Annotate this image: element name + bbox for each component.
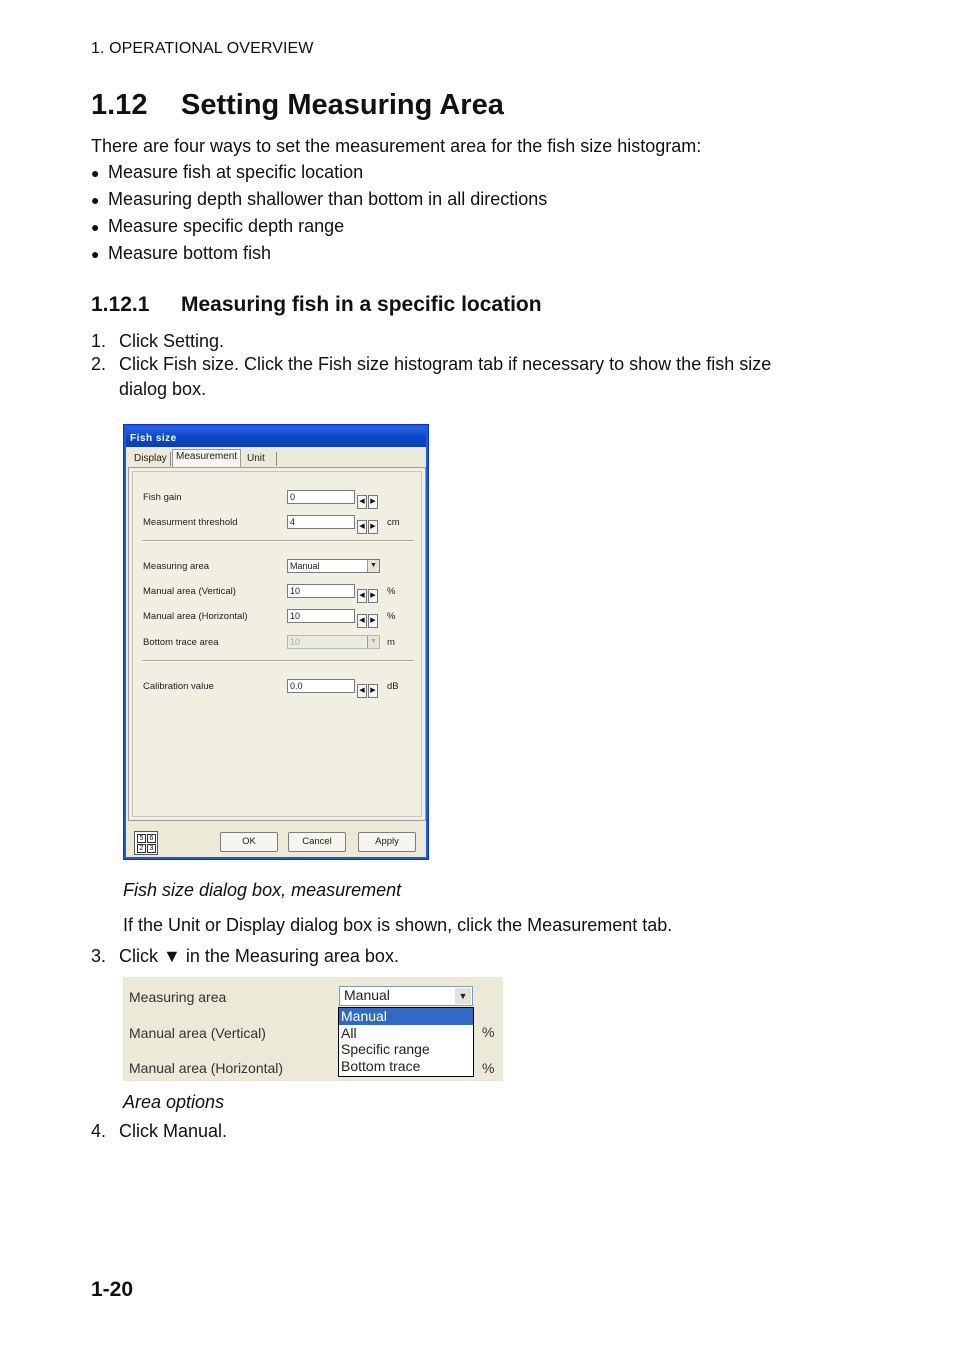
section-title: Setting Measuring Area	[181, 89, 504, 121]
chevron-down-icon[interactable]: ▼	[455, 988, 471, 1004]
panel-frame	[132, 471, 422, 817]
fish-gain-label: Fish gain	[143, 492, 182, 503]
tab-measurement[interactable]: Measurement	[172, 449, 241, 467]
subsection-number: 1.12.1	[91, 293, 150, 316]
measuring-area-select[interactable]: Manual ▼	[287, 559, 380, 573]
fish-size-dialog	[123, 424, 429, 860]
increment-icon[interactable]: ▶	[368, 589, 378, 603]
option-manual[interactable]: Manual	[339, 1008, 473, 1025]
option-all[interactable]: All	[341, 1024, 357, 1041]
decrement-icon[interactable]: ◀	[357, 684, 367, 698]
measurement-panel	[128, 467, 426, 821]
section-number: 1.12	[91, 89, 148, 121]
list-item: ● Measuring depth shallower than bottom in all directions	[91, 187, 547, 214]
chevron-down-icon[interactable]: ▼	[367, 560, 379, 572]
divider	[142, 660, 414, 662]
bottom-trace-unit: m	[387, 637, 395, 648]
manual-horizontal-input[interactable]: 10	[287, 609, 355, 623]
page-number: 1-20	[91, 1278, 134, 1301]
running-header: 1. OPERATIONAL OVERVIEW	[91, 40, 314, 57]
bullet-icon: ●	[91, 192, 100, 208]
calibration-input[interactable]: 0.0	[287, 679, 355, 693]
bullet-icon: ●	[91, 165, 100, 181]
decrement-icon[interactable]: ◀	[357, 589, 367, 603]
measuring-area-label: Measuring area	[129, 989, 227, 1005]
chevron-down-icon: ▼	[367, 636, 379, 648]
manual-vertical-unit: %	[387, 586, 396, 597]
decrement-icon[interactable]: ◀	[357, 495, 367, 509]
manual-vertical-label: Manual area (Vertical)	[143, 586, 236, 597]
threshold-label: Measurment threshold	[143, 517, 238, 528]
section-heading	[91, 89, 504, 122]
step-2-continued: dialog box.	[119, 379, 207, 399]
manual-vertical-label: Manual area (Vertical)	[129, 1025, 266, 1041]
tab-divider	[276, 452, 277, 466]
figure-caption: Area options	[123, 1092, 225, 1112]
manual-vertical-input[interactable]: 10	[287, 584, 355, 598]
bullet-icon: ●	[91, 219, 100, 235]
fish-gain-input[interactable]: 0	[287, 490, 355, 504]
threshold-unit: cm	[387, 517, 400, 528]
intro-text: There are four ways to set the measurement area for the fish size histogram:	[91, 136, 702, 156]
bullet-icon: ●	[91, 246, 100, 262]
ok-button[interactable]: OK	[220, 832, 278, 852]
figure-caption: Fish size dialog box, measurement	[123, 880, 402, 900]
dialog-tabs	[128, 449, 426, 467]
manual-horizontal-unit: %	[387, 611, 396, 622]
dialog-title: Fish size	[126, 427, 426, 447]
bottom-trace-label: Bottom trace area	[143, 637, 219, 648]
list-item: ● Measure bottom fish	[91, 241, 547, 268]
subsection-heading	[91, 293, 542, 317]
tab-unit[interactable]: Unit	[247, 453, 265, 464]
note-text: If the Unit or Display dialog box is shown, click the Measurement tab.	[123, 915, 673, 935]
bullet-list	[91, 160, 547, 268]
subsection-title: Measuring fish in a specific location	[181, 293, 542, 316]
calibration-unit: dB	[387, 681, 399, 692]
divider	[142, 540, 414, 542]
manual-horizontal-spinner[interactable]	[357, 609, 379, 623]
list-item: ● Measure fish at specific location	[91, 160, 547, 187]
list-item: ● Measure specific depth range	[91, 214, 547, 241]
manual-horizontal-label: Manual area (Horizontal)	[129, 1060, 284, 1076]
step-3: 3. Click ▼ in the Measuring area box.	[91, 946, 399, 966]
step-4: 4. Click Manual.	[91, 1121, 228, 1141]
decrement-icon[interactable]: ◀	[357, 614, 367, 628]
area-options-figure	[123, 977, 503, 1081]
measuring-area-select[interactable]: Manual ▼	[339, 986, 473, 1006]
keyboard-icon[interactable]: 5 6 2 3	[134, 831, 158, 855]
increment-icon[interactable]: ▶	[368, 684, 378, 698]
increment-icon[interactable]: ▶	[368, 495, 378, 509]
step-1: 1. Click Setting.	[91, 331, 225, 351]
threshold-input[interactable]: 4	[287, 515, 355, 529]
bottom-trace-select: 10 ▼	[287, 635, 380, 649]
decrement-icon[interactable]: ◀	[357, 520, 367, 534]
option-bottom-trace[interactable]: Bottom trace	[341, 1057, 421, 1074]
percent-unit: %	[482, 1060, 495, 1076]
option-specific-range[interactable]: Specific range	[341, 1041, 430, 1057]
tab-display[interactable]: Display	[134, 453, 167, 464]
measuring-area-dropdown	[338, 1007, 474, 1077]
measuring-area-label: Measuring area	[143, 561, 210, 572]
percent-unit: %	[482, 1024, 495, 1040]
cancel-button[interactable]: Cancel	[288, 832, 346, 852]
manual-horizontal-label: Manual area (Horizontal)	[143, 611, 248, 622]
calibration-label: Calibration value	[143, 681, 214, 692]
fish-gain-spinner[interactable]	[357, 490, 379, 504]
tab-divider	[170, 452, 171, 466]
apply-button[interactable]: Apply	[358, 832, 416, 852]
manual-vertical-spinner[interactable]	[357, 584, 379, 598]
calibration-spinner[interactable]	[357, 679, 379, 693]
increment-icon[interactable]: ▶	[368, 520, 378, 534]
step-2: 2. Click Fish size. Click the Fish size histogram tab if necessary to show the fish size	[91, 354, 772, 374]
increment-icon[interactable]: ▶	[368, 614, 378, 628]
threshold-spinner[interactable]	[357, 515, 379, 529]
